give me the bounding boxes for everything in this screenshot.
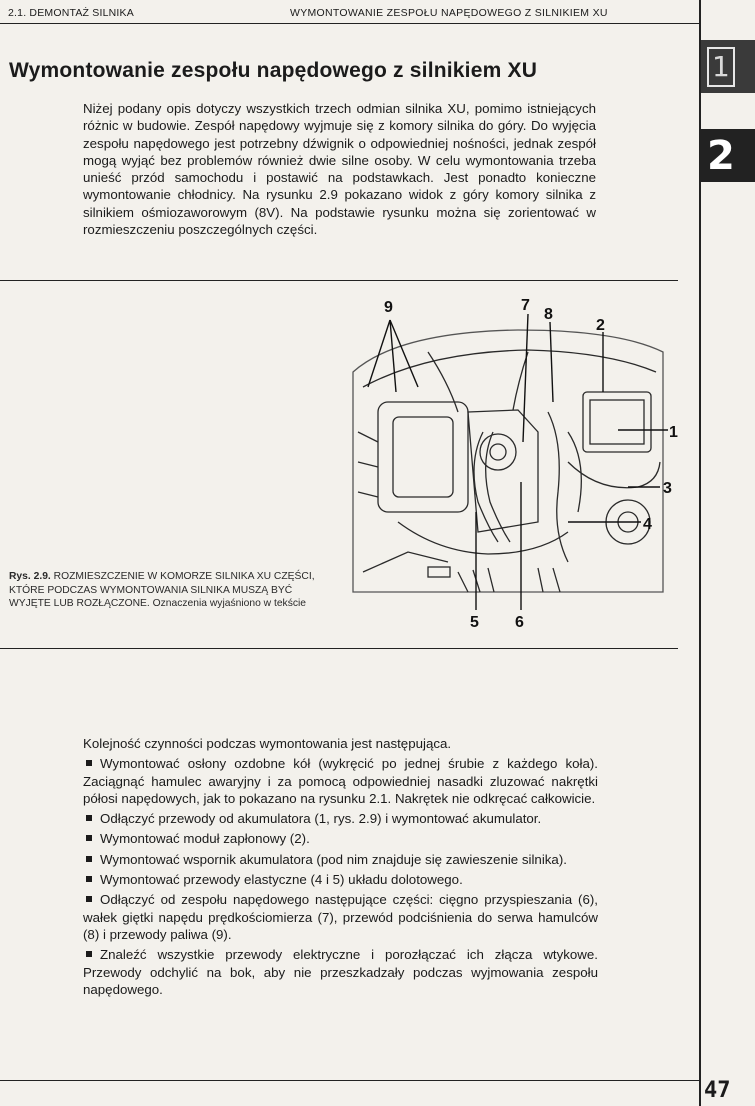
header-running-title: WYMONTOWANIE ZESPOŁU NAPĘDOWEGO Z SILNIKIEM XU: [290, 7, 608, 19]
header-section: 2.1. DEMONTAŻ SILNIKA: [8, 7, 134, 19]
figure-label-9: 9: [384, 299, 393, 316]
chapter-tab-2[interactable]: 2: [701, 129, 755, 182]
footer-rule: [0, 1080, 700, 1081]
bullet-icon: [86, 760, 92, 766]
caption-label: Rys. 2.9.: [9, 571, 51, 582]
page-number: 47: [704, 1078, 731, 1103]
procedure-step: Wymontować moduł zapłonowy (2).: [83, 830, 598, 847]
leader-lines: [368, 314, 668, 610]
chapter-tab-1[interactable]: 1: [701, 40, 755, 93]
figure-caption: [9, 570, 329, 611]
caption-note: Oznaczenia wyjaśniono w tekście: [152, 598, 307, 609]
header-rule: [0, 23, 700, 24]
figure-top-rule: [0, 280, 678, 281]
figure-label-7: 7: [521, 297, 530, 314]
figure-label-6: 6: [515, 614, 524, 631]
intro-paragraph: Niżej podany opis dotyczy wszystkich trzech odmian silnika XU, pomimo istniejących różnic w budowie. Zespół napędowy wyjmuje się z komory silnika do góry. Do wyjęcia zespołu napędowego jest potrzebny dźwignik o odpowiedniej nośności, jednak zespół mogą wyjąć bez problemów również dwie silne osoby. W celu wymontowania trzeba unieść przód samochodu i postawić na podstawkach. Jest ponadto konieczne wymontowanie chłodnicy. Na rysunku 2.9 pokazano widok z góry komory silnika z silnikiem ośmiozaworowym (8V). Na podstawie rysunku można się zorientować w rozmieszczeniu poszczególnych części.: [83, 101, 596, 238]
bullet-icon: [86, 876, 92, 882]
figure-label-8: 8: [544, 306, 553, 323]
figure-label-3: 3: [663, 480, 672, 497]
bullet-icon: [86, 835, 92, 841]
engine-drawing: [353, 330, 663, 592]
procedure-step: Odłączyć od zespołu napędowego następujące części: cięgno przyspieszania (6), wałek giętki napędu prędkościomierza (7), przewód podciśnienia do serwa hamulców (8) i przewody paliwa (9).: [83, 892, 598, 942]
bullet-icon: [86, 896, 92, 902]
page-title: Wymontowanie zespołu napędowego z silnikiem XU: [9, 59, 538, 82]
procedure-step: Wymontować osłony ozdobne kół (wykręcić po jednej śrubie z każdego koła). Zaciągnąć hamulec awaryjny i za pomocą odpowiedniej nasadki zluzować nakrętki półosi napędowych, jak to pokazano na rysunku 2.1. Nakrętek nie odkręcać całkowicie.: [83, 756, 598, 806]
figure-bottom-rule: [0, 648, 678, 649]
procedure-step: Wymontować przewody elastyczne (4 i 5) układu dolotowego.: [83, 871, 598, 888]
procedure-step: Znaleźć wszystkie przewody elektryczne i porozłączać ich złącza wtykowe. Przewody odchylić na bok, aby nie przeszkadzały podczas wyjmowania zespołu napędowego.: [83, 947, 598, 997]
caption-title: ROZMIESZCZENIE W KOMORZE SILNIKA XU CZĘŚCI, KTÓRE PODCZAS WYMONTOWANIA SILNIKA MUSZĄ BYĆ WYJĘTE LUB ROZŁĄCZONE.: [9, 571, 315, 609]
procedure-step: Odłączyć przewody od akumulatora (1, rys. 2.9) i wymontować akumulator.: [83, 810, 598, 827]
engine-bay-figure: [338, 292, 683, 637]
figure-label-2: 2: [596, 317, 605, 334]
procedure-lead: Kolejność czynności podczas wymontowania jest następująca.: [83, 736, 452, 751]
figure-label-5: 5: [470, 614, 479, 631]
figure-label-4: 4: [643, 516, 652, 533]
figure-label-1: 1: [669, 424, 678, 441]
bullet-icon: [86, 856, 92, 862]
bullet-icon: [86, 815, 92, 821]
bullet-icon: [86, 951, 92, 957]
procedure-step: Wymontować wspornik akumulatora (pod nim znajduje się zawieszenie silnika).: [83, 851, 598, 868]
procedure-text: [83, 735, 598, 1001]
